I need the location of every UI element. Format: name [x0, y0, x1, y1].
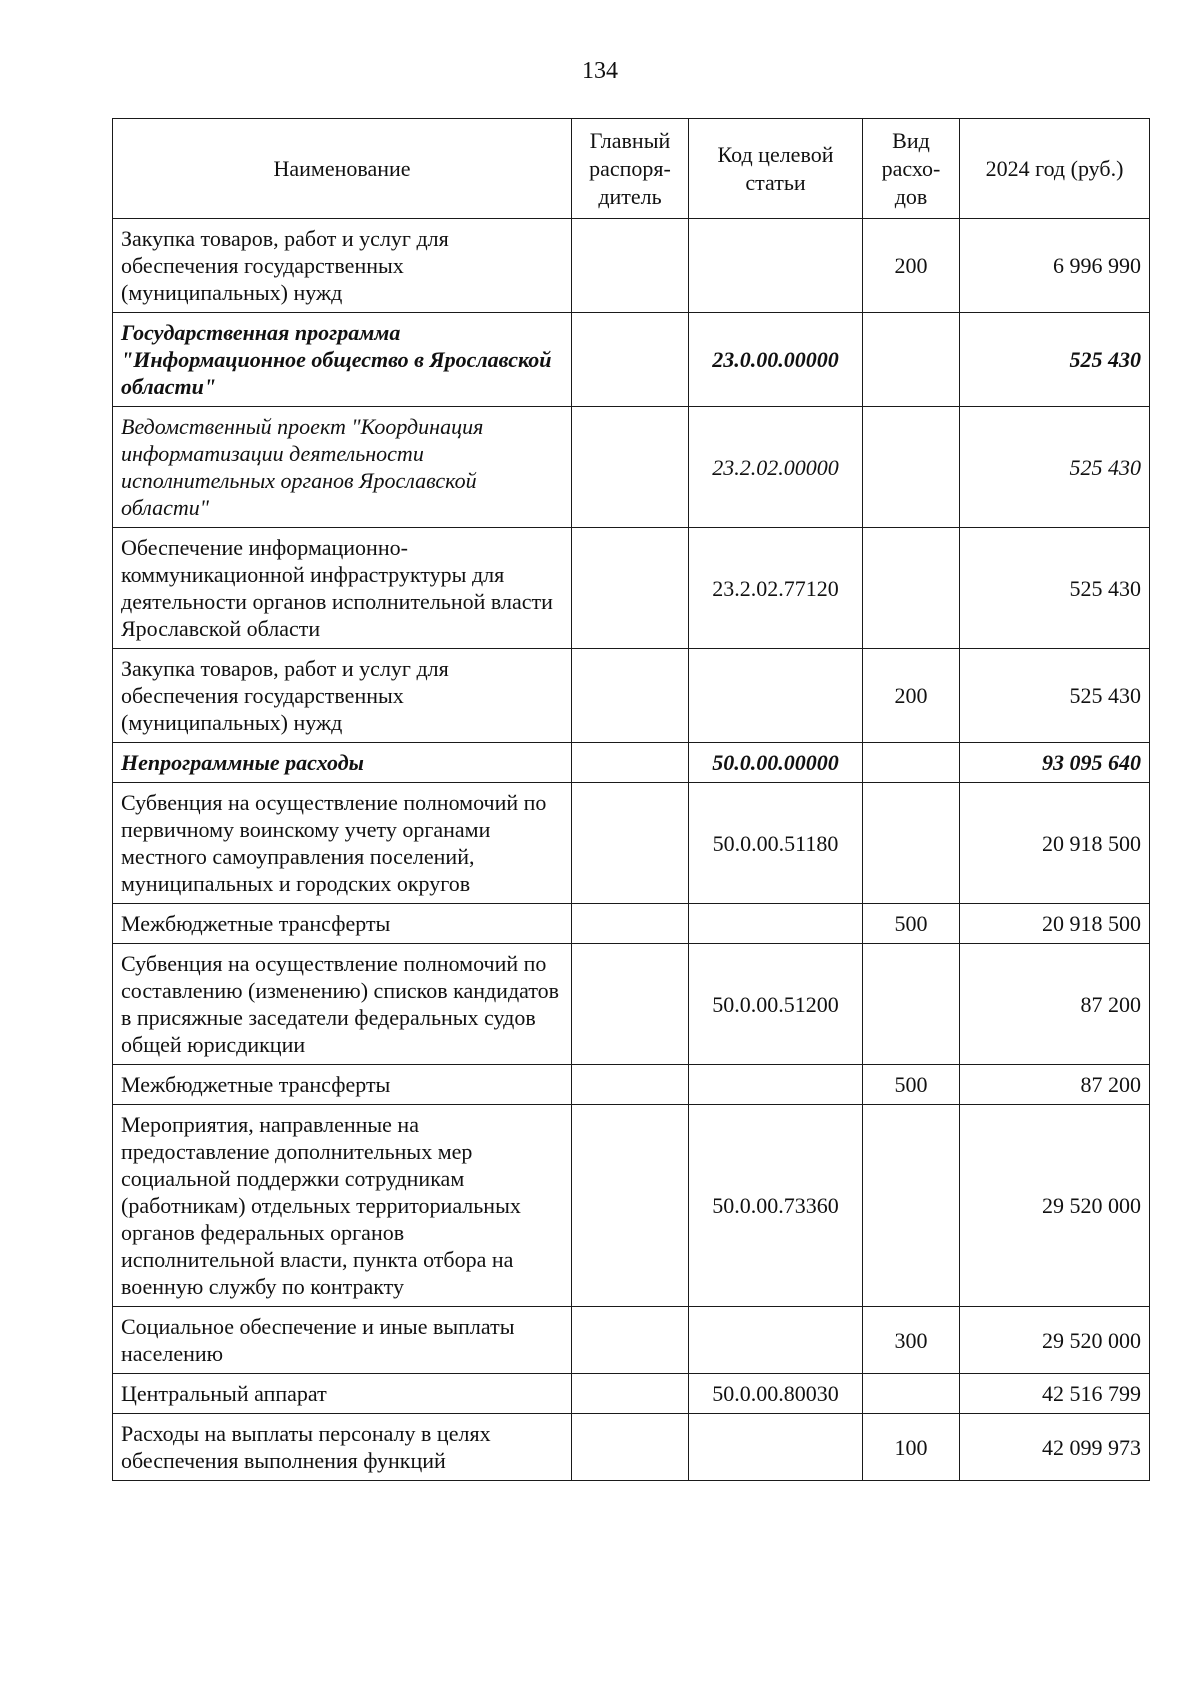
cell-code: [689, 1307, 863, 1374]
cell-name: Непрограммные расходы: [113, 743, 572, 783]
cell-kind: 500: [863, 904, 960, 944]
cell-code: [689, 649, 863, 743]
cell-code: 50.0.00.00000: [689, 743, 863, 783]
table-row: [113, 1307, 1150, 1374]
cell-code: [689, 1065, 863, 1105]
table-row: [113, 649, 1150, 743]
table-row: [113, 1414, 1150, 1481]
cell-amount: 42 516 799: [960, 1374, 1150, 1414]
cell-kind: [863, 313, 960, 407]
cell-amount: 42 099 973: [960, 1414, 1150, 1481]
cell-amount: 29 520 000: [960, 1105, 1150, 1307]
table-row: [113, 783, 1150, 904]
cell-amount: 87 200: [960, 1065, 1150, 1105]
cell-manager: [572, 1105, 689, 1307]
page-number: 134: [582, 58, 618, 84]
cell-manager: [572, 1374, 689, 1414]
cell-name: Субвенция на осуществление полномочий по составлению (изменению) списков кандидатов в присяжные заседатели федеральных судов общей юрисдикции: [113, 944, 572, 1065]
table-row: [113, 904, 1150, 944]
header-year: 2024 год (руб.): [960, 119, 1150, 219]
cell-amount: 525 430: [960, 649, 1150, 743]
table-row: [113, 944, 1150, 1065]
cell-amount: 20 918 500: [960, 904, 1150, 944]
cell-amount: 525 430: [960, 407, 1150, 528]
cell-name: Расходы на выплаты персоналу в целях обеспечения выполнения функций: [113, 1414, 572, 1481]
table-row: [113, 1105, 1150, 1307]
cell-manager: [572, 1065, 689, 1105]
cell-manager: [572, 407, 689, 528]
cell-manager: [572, 743, 689, 783]
cell-code: 50.0.00.51200: [689, 944, 863, 1065]
cell-name: Государственная программа "Информационное общество в Ярославской области": [113, 313, 572, 407]
table-row: [113, 743, 1150, 783]
cell-amount: 525 430: [960, 313, 1150, 407]
cell-kind: [863, 783, 960, 904]
cell-code: 23.0.00.00000: [689, 313, 863, 407]
cell-amount: 20 918 500: [960, 783, 1150, 904]
cell-code: [689, 1414, 863, 1481]
cell-code: [689, 219, 863, 313]
cell-name: Закупка товаров, работ и услуг для обеспечения государственных (муниципальных) нужд: [113, 649, 572, 743]
cell-kind: [863, 407, 960, 528]
cell-code: 50.0.00.51180: [689, 783, 863, 904]
cell-amount: 6 996 990: [960, 219, 1150, 313]
cell-kind: 500: [863, 1065, 960, 1105]
cell-name: Ведомственный проект "Координация информатизации деятельности исполнительных органов Ярославской области": [113, 407, 572, 528]
cell-kind: [863, 528, 960, 649]
table-row: [113, 528, 1150, 649]
cell-name: Субвенция на осуществление полномочий по первичному воинскому учету органами местного самоуправления поселений, муниципальных и городских округов: [113, 783, 572, 904]
budget-table: [112, 118, 1150, 1481]
cell-name: Социальное обеспечение и иные выплаты населению: [113, 1307, 572, 1374]
cell-code: 23.2.02.77120: [689, 528, 863, 649]
cell-name: Обеспечение информационно-коммуникационной инфраструктуры для деятельности органов исполнительной власти Ярославской области: [113, 528, 572, 649]
cell-kind: [863, 1374, 960, 1414]
header-main-manager: Главный распоря-дитель: [572, 119, 689, 219]
cell-kind: 200: [863, 219, 960, 313]
cell-manager: [572, 944, 689, 1065]
cell-kind: [863, 743, 960, 783]
cell-kind: [863, 944, 960, 1065]
table-row: [113, 407, 1150, 528]
table-row: [113, 1065, 1150, 1105]
cell-manager: [572, 313, 689, 407]
cell-amount: 525 430: [960, 528, 1150, 649]
header-name: Наименование: [113, 119, 572, 219]
cell-kind: 200: [863, 649, 960, 743]
cell-manager: [572, 1307, 689, 1374]
cell-name: Мероприятия, направленные на предоставление дополнительных мер социальной поддержки сотрудникам (работникам) отдельных территориальных органов федеральных органов исполнительной власти, пункта отбора на военную службу по контракту: [113, 1105, 572, 1307]
cell-manager: [572, 1414, 689, 1481]
table-row: [113, 219, 1150, 313]
cell-name: Межбюджетные трансферты: [113, 1065, 572, 1105]
header-expense-type: Вид расхо-дов: [863, 119, 960, 219]
cell-code: [689, 904, 863, 944]
cell-manager: [572, 904, 689, 944]
table-row: [113, 313, 1150, 407]
cell-name: Центральный аппарат: [113, 1374, 572, 1414]
table-body: [113, 219, 1150, 1481]
cell-manager: [572, 783, 689, 904]
cell-manager: [572, 528, 689, 649]
table-header: [113, 119, 1150, 219]
cell-code: 50.0.00.80030: [689, 1374, 863, 1414]
cell-amount: 93 095 640: [960, 743, 1150, 783]
cell-manager: [572, 649, 689, 743]
cell-name: Закупка товаров, работ и услуг для обеспечения государственных (муниципальных) нужд: [113, 219, 572, 313]
cell-amount: 29 520 000: [960, 1307, 1150, 1374]
cell-manager: [572, 219, 689, 313]
cell-code: 23.2.02.00000: [689, 407, 863, 528]
table-row: [113, 1374, 1150, 1414]
cell-amount: 87 200: [960, 944, 1150, 1065]
cell-kind: 300: [863, 1307, 960, 1374]
cell-name: Межбюджетные трансферты: [113, 904, 572, 944]
cell-kind: 100: [863, 1414, 960, 1481]
header-target-code: Код целевой статьи: [689, 119, 863, 219]
cell-code: 50.0.00.73360: [689, 1105, 863, 1307]
cell-kind: [863, 1105, 960, 1307]
